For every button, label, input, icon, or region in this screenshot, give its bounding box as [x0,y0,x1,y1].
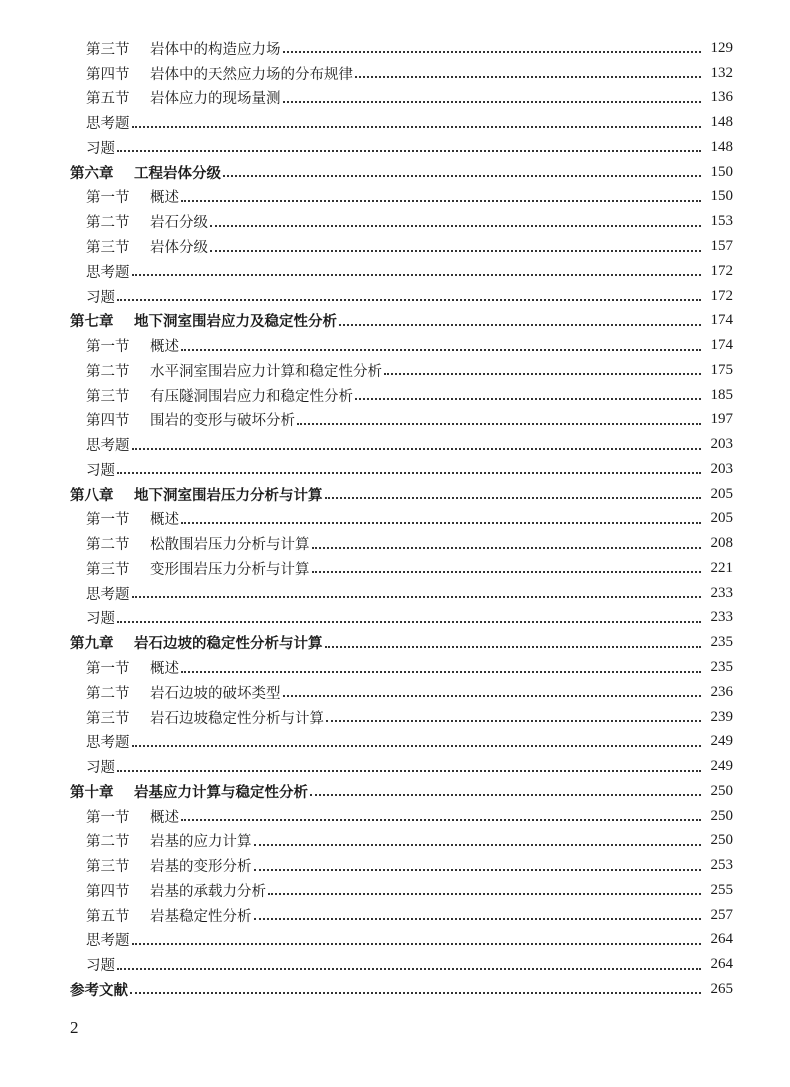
toc-entry-heading [86,137,115,158]
toc-entry-heading [86,261,130,282]
toc-entry-section[interactable] [0,804,790,829]
dot-leader [254,844,702,846]
toc-entry-heading [86,533,310,554]
toc-entry-heading [86,756,115,777]
toc-entry-label: 第二节 [86,363,130,380]
toc-entry-page: 174 [710,337,733,354]
toc-entry-page: 221 [710,559,733,576]
toc-entry-label: 第四节 [86,883,130,900]
toc-entry-title: 习题 [86,462,115,479]
dot-leader [210,225,701,227]
toc-entry-page: 205 [710,510,733,527]
toc-entry-title: 概述 [150,190,179,207]
toc-entry-page: 257 [710,906,733,923]
toc-entry-heading [86,360,382,381]
toc-entry-page: 235 [710,634,733,651]
toc-entry-heading [86,929,130,950]
toc-entry-label: 第八章 [70,487,114,504]
dot-leader [130,992,701,994]
toc-entry-page: 203 [710,436,733,453]
dot-leader [254,869,702,871]
toc-entry-title: 习题 [86,958,115,975]
table-of-contents [0,36,790,1002]
toc-entry-misc[interactable] [0,110,790,135]
toc-entry-title: 习题 [86,289,115,306]
toc-entry-title: 概述 [150,512,179,529]
toc-entry-title: 岩体应力的现场量测 [150,91,281,108]
dot-leader [254,918,702,920]
toc-entry-section[interactable] [0,185,790,210]
toc-entry-label: 第六章 [70,165,114,182]
toc-entry-title: 围岩的变形与破坏分析 [150,413,295,430]
toc-entry-page: 148 [710,114,733,131]
toc-entry-title: 工程岩体分级 [134,165,221,182]
toc-entry-page: 132 [710,64,733,81]
toc-entry-heading [86,880,266,901]
dot-leader [132,448,702,450]
toc-entry-heading [86,830,252,851]
toc-entry-page: 253 [710,857,733,874]
toc-entry-heading [86,87,281,108]
dot-leader [181,200,701,202]
dot-leader [117,968,701,970]
dot-leader [339,324,701,326]
toc-entry-title: 岩基的变形分析 [150,859,252,876]
toc-entry-page: 197 [710,411,733,428]
dot-leader [132,745,702,747]
toc-entry-title: 概述 [150,339,179,356]
toc-entry-page: 236 [710,683,733,700]
toc-entry-section[interactable] [0,705,790,730]
toc-entry-title: 变形围岩压力分析与计算 [150,561,310,578]
toc-entry-misc[interactable] [0,135,790,160]
toc-entry-page: 150 [710,163,733,180]
dot-leader [283,695,702,697]
toc-entry-section[interactable] [0,358,790,383]
toc-entry-label: 第九章 [70,636,114,653]
dot-leader [312,571,702,573]
toc-entry-section[interactable] [0,903,790,928]
toc-entry-heading [86,211,208,232]
toc-entry-title: 习题 [86,611,115,628]
toc-entry-label: 第一节 [86,512,130,529]
toc-entry-heading [70,632,323,653]
toc-entry-page: 175 [710,361,733,378]
toc-entry-chapter[interactable] [0,977,790,1002]
toc-entry-heading [86,607,115,628]
toc-entry-heading [86,508,179,529]
toc-entry-label: 第四节 [86,66,130,83]
toc-entry-page: 136 [710,89,733,106]
toc-entry-heading [86,385,353,406]
dot-leader [355,398,701,400]
toc-entry-title: 岩基的承载力分析 [150,883,266,900]
toc-entry-label: 第三节 [86,240,130,256]
toc-entry-label: 第一节 [86,809,130,826]
dot-leader [117,299,701,301]
dot-leader [268,893,701,895]
toc-entry-chapter[interactable] [0,630,790,655]
toc-entry-page: 153 [710,213,733,230]
toc-entry-misc[interactable] [0,457,790,482]
toc-entry-heading [86,583,130,604]
toc-entry-label: 第二节 [86,685,130,702]
toc-entry-section[interactable] [0,507,790,532]
toc-entry-page: 239 [710,708,733,725]
dot-leader [223,175,701,177]
toc-entry-title: 思考题 [86,933,130,950]
toc-entry-label: 第七章 [70,314,114,331]
dot-leader [312,547,702,549]
toc-entry-page: 233 [710,609,733,626]
toc-entry-title: 岩体中的天然应力场的分布规律 [150,66,353,83]
toc-entry-section[interactable] [0,61,790,86]
toc-entry-title: 岩基稳定性分析 [150,908,252,925]
toc-entry-page: 264 [710,956,733,973]
toc-entry-section[interactable] [0,655,790,680]
toc-entry-title: 松散围岩压力分析与计算 [150,537,310,554]
toc-entry-page: 203 [710,460,733,477]
dot-leader [132,943,702,945]
dot-leader [310,794,701,796]
toc-entry-section[interactable] [0,86,790,111]
toc-entry-heading [86,434,130,455]
toc-entry-heading [86,63,353,84]
toc-entry-heading [70,310,337,331]
toc-entry-misc[interactable] [0,284,790,309]
toc-entry-page: 249 [710,733,733,750]
dot-leader [181,522,701,524]
toc-entry-title: 水平洞室围岩应力计算和稳定性分析 [150,363,382,380]
dot-leader [132,274,702,276]
toc-entry-label: 第三节 [86,561,130,578]
toc-entry-label: 第一节 [86,339,130,356]
toc-entry-chapter[interactable] [0,779,790,804]
dot-leader [181,349,701,351]
toc-entry-misc[interactable] [0,259,790,284]
dot-leader [283,101,702,103]
toc-entry-page: 129 [710,39,733,56]
toc-entry-chapter[interactable] [0,482,790,507]
toc-entry-title: 岩石分级 [150,215,208,232]
toc-entry-title: 习题 [86,760,115,777]
toc-entry-heading [86,707,324,728]
toc-entry-title: 思考题 [86,735,130,752]
toc-entry-heading [86,855,252,876]
toc-entry-page: 174 [710,312,733,329]
toc-entry-label: 第二节 [86,215,130,232]
toc-entry-title: 习题 [86,140,115,157]
toc-entry-page: 250 [710,832,733,849]
dot-leader [297,423,701,425]
toc-entry-page: 172 [710,287,733,304]
toc-entry-label: 第二节 [86,834,130,851]
toc-entry-heading [86,657,179,678]
toc-entry-label: 第三节 [86,710,130,727]
toc-entry-heading [86,186,179,207]
toc-entry-heading [86,954,115,975]
toc-entry-page: 250 [710,807,733,824]
toc-entry-section[interactable] [0,36,790,61]
dot-leader [325,646,702,648]
toc-entry-heading [70,781,308,802]
toc-entry-misc[interactable] [0,606,790,631]
toc-entry-title: 岩石边坡的破坏类型 [150,685,281,702]
dot-leader [117,150,701,152]
toc-entry-label: 第一节 [86,661,130,678]
dot-leader [326,720,701,722]
toc-entry-label: 第二节 [86,537,130,554]
toc-entry-title: 地下洞室围岩压力分析与计算 [134,487,323,504]
toc-entry-page: 208 [710,535,733,552]
dot-leader [117,621,701,623]
toc-entry-heading [86,335,179,356]
toc-entry-chapter[interactable] [0,308,790,333]
dot-leader [132,596,702,598]
dot-leader [283,51,702,53]
toc-entry-heading [86,112,130,133]
dot-leader [132,126,702,128]
toc-entry-title: 岩体中的构造应力场 [150,41,281,58]
toc-entry-title: 参考文献 [70,982,128,999]
toc-entry-label: 第五节 [86,908,130,925]
toc-entry-heading [86,459,115,480]
dot-leader [117,770,701,772]
toc-entry-section[interactable] [0,680,790,705]
toc-entry-section[interactable] [0,853,790,878]
toc-entry-page: 264 [710,931,733,948]
dot-leader [355,76,701,78]
dot-leader [384,373,701,375]
toc-entry-title: 岩石边坡稳定性分析与计算 [150,710,324,727]
toc-entry-heading [86,38,281,59]
toc-entry-page: 205 [710,485,733,502]
toc-entry-page: 249 [710,758,733,775]
toc-entry-page: 233 [710,584,733,601]
dot-leader [181,671,701,673]
toc-entry-section[interactable] [0,556,790,581]
toc-entry-heading [70,162,221,183]
toc-entry-title: 岩基应力计算与稳定性分析 [134,784,308,801]
dot-leader [117,472,701,474]
toc-entry-page: 157 [710,238,733,254]
toc-entry-title: 岩基的应力计算 [150,834,252,851]
page-number: 2 [70,1018,79,1037]
toc-entry-misc[interactable] [0,432,790,457]
toc-entry-heading [86,286,115,307]
toc-entry-heading [86,236,208,257]
toc-entry-section[interactable] [0,333,790,358]
toc-entry-heading [70,484,323,505]
toc-entry-section[interactable] [0,234,790,259]
toc-entry-chapter[interactable] [0,160,790,185]
toc-entry-title: 概述 [150,661,179,678]
dot-leader [325,497,702,499]
toc-entry-label: 第一节 [86,190,130,207]
toc-entry-section[interactable] [0,829,790,854]
toc-entry-section[interactable] [0,878,790,903]
toc-entry-heading [86,905,252,926]
toc-entry-page: 265 [710,980,733,997]
toc-entry-label: 第十章 [70,784,114,801]
toc-entry-heading [86,731,130,752]
toc-entry-page: 250 [710,782,733,799]
toc-entry-page: 172 [710,262,733,279]
toc-entry-misc[interactable] [0,729,790,754]
toc-entry-title: 思考题 [86,586,130,603]
dot-leader [210,250,701,252]
toc-entry-label: 第三节 [86,859,130,876]
toc-entry-section[interactable] [0,383,790,408]
toc-entry-title: 有压隧洞围岩应力和稳定性分析 [150,388,353,405]
toc-entry-title: 岩体分级 [150,240,208,256]
toc-entry-misc[interactable] [0,581,790,606]
toc-entry-title: 思考题 [86,438,130,455]
toc-entry-section[interactable] [0,531,790,556]
toc-entry-section[interactable] [0,209,790,234]
toc-entry-title: 概述 [150,809,179,826]
toc-entry-heading [86,682,281,703]
toc-entry-page: 185 [710,386,733,403]
toc-entry-title: 思考题 [86,116,130,133]
toc-entry-section[interactable] [0,407,790,432]
toc-entry-title: 思考题 [86,264,130,281]
toc-entry-misc[interactable] [0,952,790,977]
toc-entry-label: 第三节 [86,388,130,405]
toc-entry-page: 255 [710,881,733,898]
toc-entry-page: 235 [710,659,733,676]
toc-entry-label: 第四节 [86,413,130,430]
toc-entry-page: 150 [710,188,733,205]
toc-entry-heading [86,806,179,827]
toc-entry-label: 第三节 [86,41,130,58]
dot-leader [181,819,701,821]
toc-entry-page: 148 [710,138,733,155]
toc-entry-title: 岩石边坡的稳定性分析与计算 [134,636,323,653]
toc-entry-heading [86,409,295,430]
toc-entry-misc[interactable] [0,928,790,953]
toc-entry-heading [86,558,310,579]
toc-entry-misc[interactable] [0,754,790,779]
toc-entry-heading [70,979,128,1000]
toc-entry-title: 地下洞室围岩应力及稳定性分析 [134,314,337,331]
toc-entry-label: 第五节 [86,91,130,108]
